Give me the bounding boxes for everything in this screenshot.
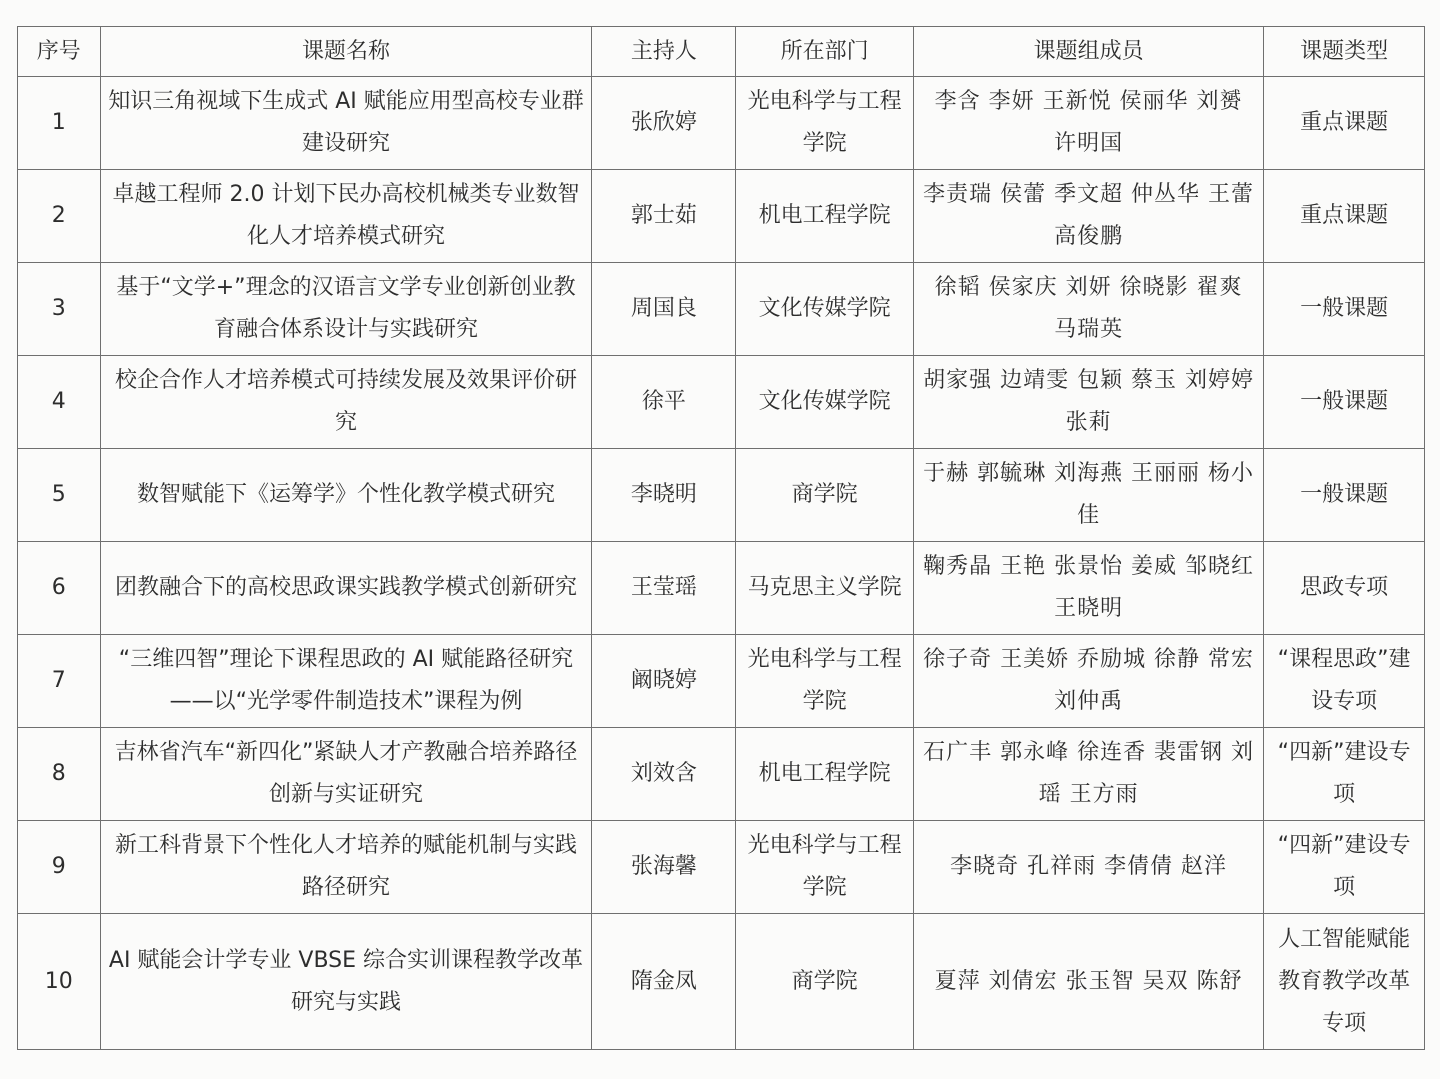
header-type: 课题类型 (1264, 27, 1425, 77)
cell-no: 5 (18, 449, 101, 542)
cell-dept: 机电工程学院 (736, 728, 914, 821)
table-row (18, 263, 1425, 356)
table-row (18, 542, 1425, 635)
cell-host: 张欣婷 (592, 77, 736, 170)
cell-dept: 文化传媒学院 (736, 263, 914, 356)
project-table (17, 26, 1425, 1050)
cell-type: “课程思政”建设专项 (1264, 635, 1425, 728)
cell-type: 思政专项 (1264, 542, 1425, 635)
cell-host: 徐平 (592, 356, 736, 449)
cell-members: 鞠秀晶 王艳 张景怡 姜威 邹晓红 王晓明 (914, 542, 1264, 635)
cell-dept: 光电科学与工程学院 (736, 77, 914, 170)
table-row (18, 635, 1425, 728)
cell-type: 一般课题 (1264, 263, 1425, 356)
cell-title: 新工科背景下个性化人才培养的赋能机制与实践路径研究 (100, 821, 592, 914)
cell-title: AI 赋能会计学专业 VBSE 综合实训课程教学改革研究与实践 (100, 914, 592, 1050)
cell-dept: 马克思主义学院 (736, 542, 914, 635)
cell-members: 李含 李妍 王新悦 侯丽华 刘赟 许明国 (914, 77, 1264, 170)
cell-no: 10 (18, 914, 101, 1050)
cell-title: 吉林省汽车“新四化”紧缺人才产教融合培养路径创新与实证研究 (100, 728, 592, 821)
header-dept: 所在部门 (736, 27, 914, 77)
cell-title: “三维四智”理论下课程思政的 AI 赋能路径研究——以“光学零件制造技术”课程为例 (100, 635, 592, 728)
cell-members: 徐韬 侯家庆 刘妍 徐晓影 翟爽 马瑞英 (914, 263, 1264, 356)
cell-host: 李晓明 (592, 449, 736, 542)
cell-host: 张海馨 (592, 821, 736, 914)
cell-members: 于赫 郭毓琳 刘海燕 王丽丽 杨小佳 (914, 449, 1264, 542)
cell-no: 9 (18, 821, 101, 914)
table-row (18, 449, 1425, 542)
cell-type: 人工智能赋能教育教学改革专项 (1264, 914, 1425, 1050)
cell-dept: 光电科学与工程学院 (736, 821, 914, 914)
table-row (18, 356, 1425, 449)
cell-host: 刘效含 (592, 728, 736, 821)
cell-dept: 文化传媒学院 (736, 356, 914, 449)
cell-type: 重点课题 (1264, 170, 1425, 263)
cell-no: 2 (18, 170, 101, 263)
cell-members: 夏萍 刘倩宏 张玉智 吴双 陈舒 (914, 914, 1264, 1050)
cell-members: 石广丰 郭永峰 徐连香 裴雷钢 刘瑶 王方雨 (914, 728, 1264, 821)
cell-no: 1 (18, 77, 101, 170)
cell-dept: 商学院 (736, 449, 914, 542)
cell-no: 3 (18, 263, 101, 356)
cell-title: 基于“文学+”理念的汉语言文学专业创新创业教育融合体系设计与实践研究 (100, 263, 592, 356)
cell-no: 8 (18, 728, 101, 821)
cell-host: 郭士茹 (592, 170, 736, 263)
table-row (18, 821, 1425, 914)
table-header-row (18, 27, 1425, 77)
header-title: 课题名称 (100, 27, 592, 77)
cell-dept: 光电科学与工程学院 (736, 635, 914, 728)
cell-host: 王莹瑶 (592, 542, 736, 635)
cell-no: 6 (18, 542, 101, 635)
table-row (18, 170, 1425, 263)
cell-no: 7 (18, 635, 101, 728)
cell-title: 团教融合下的高校思政课实践教学模式创新研究 (100, 542, 592, 635)
cell-dept: 机电工程学院 (736, 170, 914, 263)
cell-members: 徐子奇 王美娇 乔励城 徐静 常宏 刘仲禹 (914, 635, 1264, 728)
table-row (18, 728, 1425, 821)
header-host: 主持人 (592, 27, 736, 77)
cell-type: 一般课题 (1264, 449, 1425, 542)
cell-title: 数智赋能下《运筹学》个性化教学模式研究 (100, 449, 592, 542)
cell-dept: 商学院 (736, 914, 914, 1050)
header-members: 课题组成员 (914, 27, 1264, 77)
cell-host: 隋金凤 (592, 914, 736, 1050)
cell-title: 校企合作人才培养模式可持续发展及效果评价研究 (100, 356, 592, 449)
cell-host: 阚晓婷 (592, 635, 736, 728)
header-no: 序号 (18, 27, 101, 77)
cell-title: 知识三角视域下生成式 AI 赋能应用型高校专业群建设研究 (100, 77, 592, 170)
cell-title: 卓越工程师 2.0 计划下民办高校机械类专业数智化人才培养模式研究 (100, 170, 592, 263)
cell-type: 重点课题 (1264, 77, 1425, 170)
cell-type: “四新”建设专项 (1264, 821, 1425, 914)
cell-members: 李责瑞 侯蕾 季文超 仲丛华 王蕾 高俊鹏 (914, 170, 1264, 263)
table-row (18, 914, 1425, 1050)
cell-type: 一般课题 (1264, 356, 1425, 449)
cell-host: 周国良 (592, 263, 736, 356)
cell-type: “四新”建设专项 (1264, 728, 1425, 821)
table-row (18, 77, 1425, 170)
cell-members: 李晓奇 孔祥雨 李倩倩 赵洋 (914, 821, 1264, 914)
cell-members: 胡家强 边靖雯 包颖 蔡玉 刘婷婷 张莉 (914, 356, 1264, 449)
cell-no: 4 (18, 356, 101, 449)
